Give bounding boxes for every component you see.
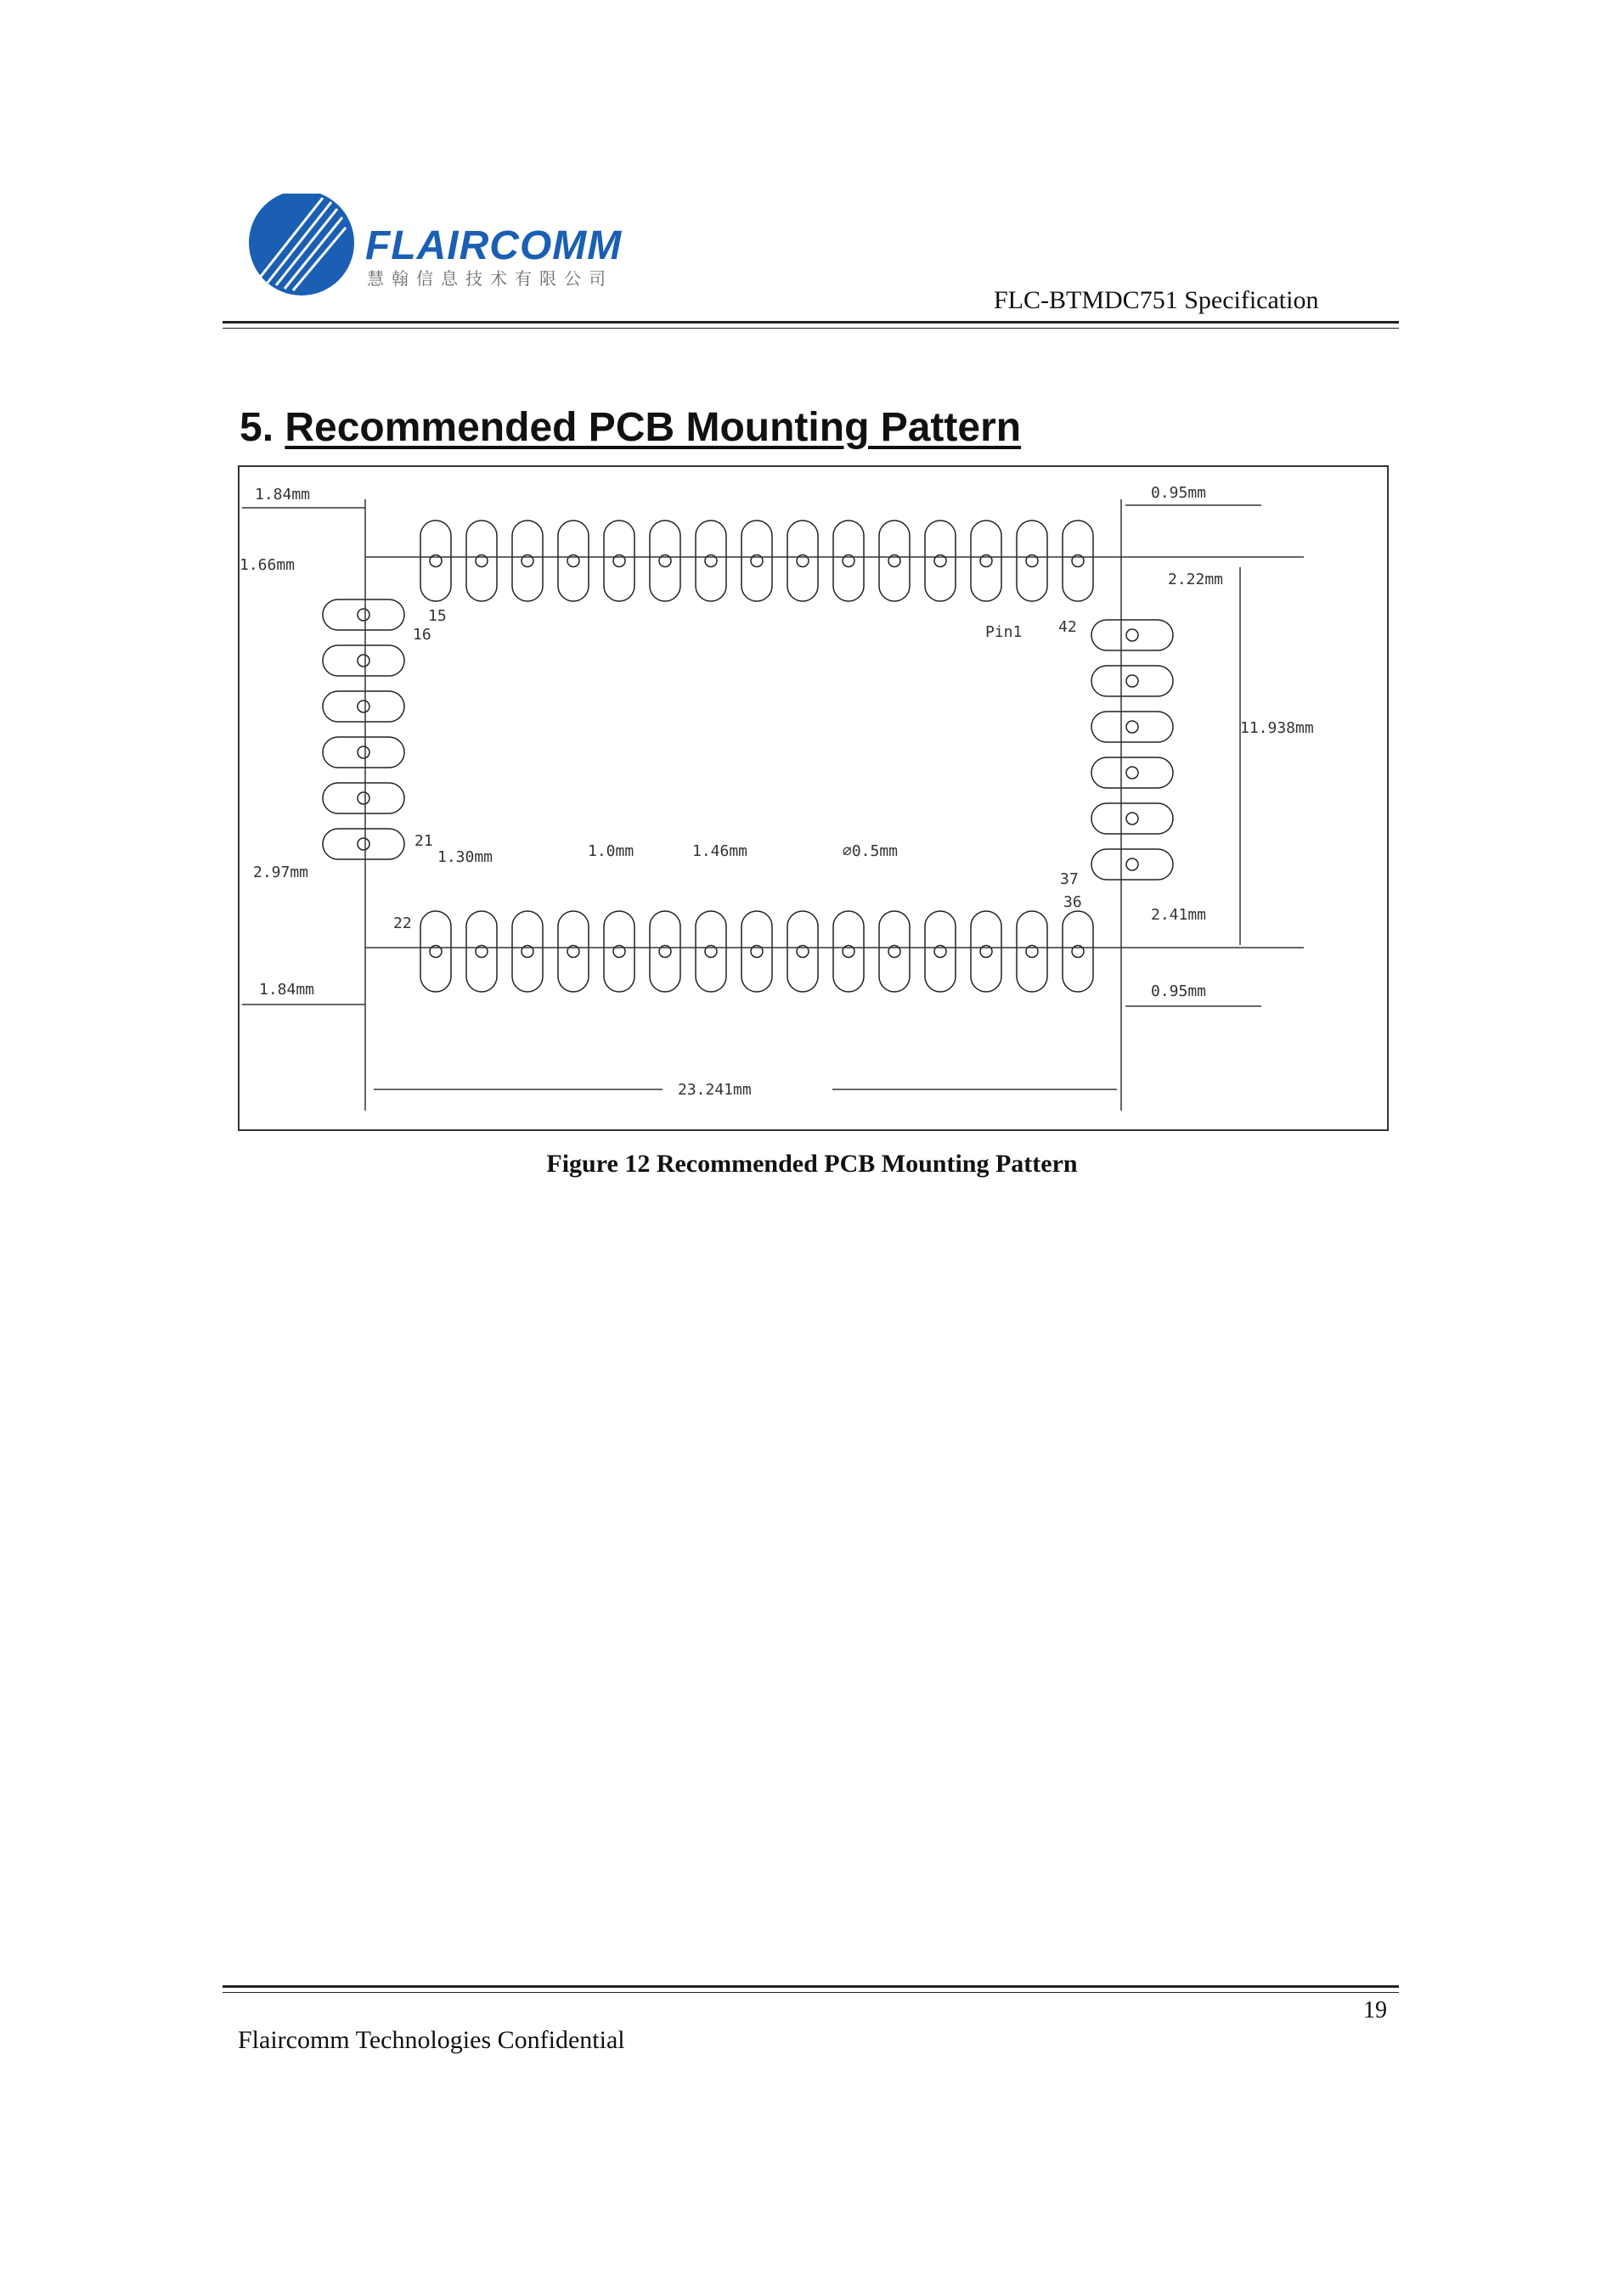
label-pin15: 15 — [428, 607, 447, 625]
figure-frame — [239, 466, 1388, 1130]
dim-right-bottom-edge: 0.95mm — [1151, 982, 1207, 1000]
dim-pitch: 1.46mm — [692, 842, 748, 860]
header-rule-thick — [223, 321, 1399, 324]
dim-pad-width: 1.0mm — [588, 842, 634, 860]
document-title: FLC-BTMDC751 Specification — [994, 286, 1319, 314]
pcb-mounting-pattern-figure — [238, 465, 1389, 1131]
footer-confidential: Flaircomm Technologies Confidential — [238, 2026, 625, 2054]
dim-right-top: 0.95mm — [1151, 484, 1207, 502]
figure-caption: Figure 12 Recommended PCB Mounting Pattern — [546, 1150, 1078, 1178]
dim-left-pin: 1.66mm — [240, 556, 296, 574]
section-title: Recommended PCB Mounting Pattern — [285, 405, 1022, 450]
dim-pad-spacing: 1.30mm — [437, 848, 493, 866]
label-pin37: 37 — [1060, 870, 1079, 888]
label-pin1: Pin1 — [985, 623, 1023, 641]
label-pin36: 36 — [1063, 893, 1082, 911]
label-pin21: 21 — [414, 832, 433, 850]
section-heading — [240, 404, 1021, 451]
logo-chinese-name: 慧翰信息技术有限公司 — [367, 268, 613, 289]
dim-right-bottom: 2.41mm — [1151, 906, 1207, 924]
dim-hole: ⌀0.5mm — [843, 842, 899, 860]
dim-bottom-pin: 2.97mm — [253, 864, 309, 881]
section-number: 5. — [240, 405, 274, 450]
footer-rule-thin — [223, 1992, 1399, 1993]
footer-rule-thick — [223, 1985, 1399, 1988]
logo-wordmark: FLAIRCOMM — [365, 223, 623, 268]
dim-height: 11.938mm — [1240, 719, 1314, 737]
header-rule-thin — [223, 328, 1399, 329]
page-number: 19 — [1363, 1997, 1387, 2023]
label-pin22: 22 — [393, 914, 412, 932]
dim-right-pin: 2.22mm — [1168, 571, 1224, 588]
dim-left-top: 1.84mm — [255, 486, 311, 504]
label-pin16: 16 — [413, 626, 431, 644]
label-pin42: 42 — [1058, 618, 1077, 636]
dim-left-bottom: 1.84mm — [259, 981, 315, 999]
dim-width: 23.241mm — [678, 1081, 752, 1099]
